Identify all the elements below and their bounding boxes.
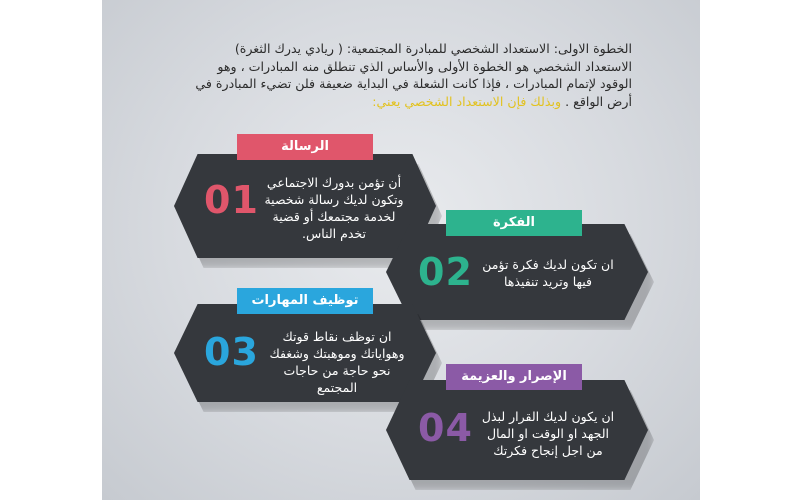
card-text: أن تؤمن بدورك الاجتماعي وتكون لديك رسالة شخصية لخدمة مجتمعك أو قضية تخدم الناس. xyxy=(264,175,404,241)
intro-highlight: وبذلك فإن الاستعداد الشخصي يعني: xyxy=(372,93,562,109)
card-number: 02 xyxy=(418,250,473,294)
card-title-skills: توظيف المهارات xyxy=(237,288,373,314)
card-determination xyxy=(386,380,648,480)
card-number: 01 xyxy=(204,178,259,222)
card-number: 03 xyxy=(204,330,259,374)
card-text: ان يكون لديك القرار لبذل الجهد او الوقت او المال من اجل إنجاح فكرتك xyxy=(481,409,615,458)
card-title-idea: الفكرة xyxy=(446,210,582,236)
card-text: ان تكون لديك فكرة تؤمن فيها وتريد تنفيذها xyxy=(482,257,614,289)
infographic xyxy=(102,0,700,500)
card-text: ان توظف نقاط قوتك وهواياتك وموهبتك وشغفك نحو حاجة من حاجات المجتمع xyxy=(269,329,405,395)
intro-paragraph xyxy=(192,40,632,110)
card-title-message: الرسالة xyxy=(237,134,373,160)
intro-text: الخطوة الاولى: الاستعداد الشخصي للمبادرة المجتمعية: ( ريادي يدرك الثغرة) الاستعداد الشخصي هو الخطوة الأولى والأساس الذي تنطلق منه المبادرات ، وهو الوقود لإتمام المبادرات ، فإذا كانت الشعلة في البداية ضعيفة فلن تضيء المبادرة في أرض الواقع . xyxy=(195,41,632,109)
card-title-determination: الإصرار والعزيمة xyxy=(446,364,582,390)
card-number: 04 xyxy=(418,406,473,450)
